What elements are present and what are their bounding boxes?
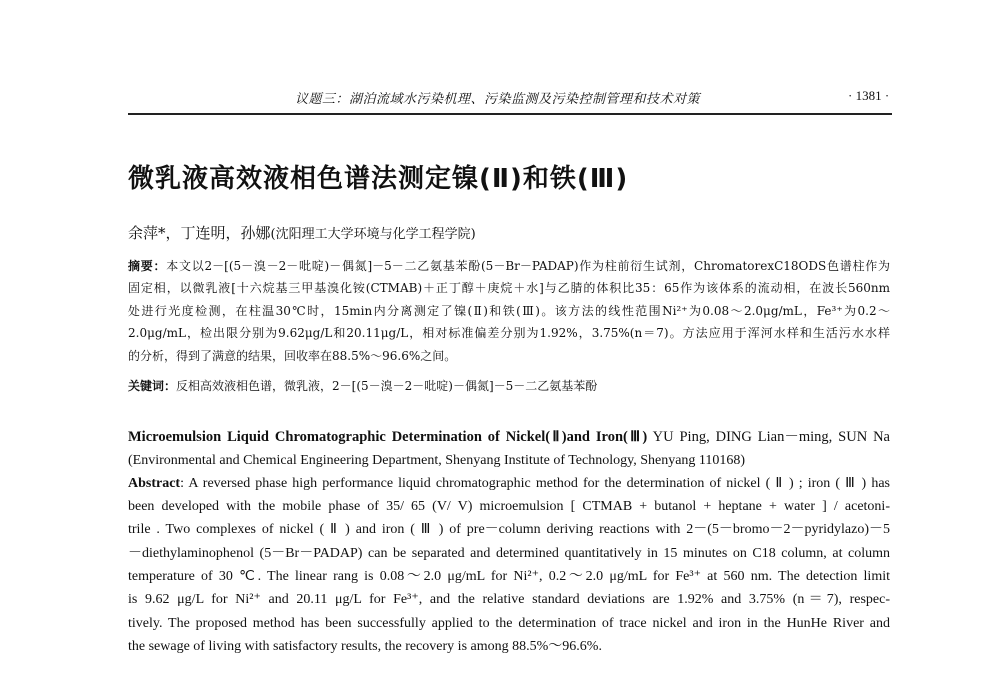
english-abstract-line: tively. The proposed method has been successfully applied to the determination of trace nickel and iron in the HunHe River and: [128, 616, 890, 631]
authors-zh: [128, 222, 476, 243]
author-names: 余萍*，丁连明，孙娜: [128, 224, 271, 242]
abstract-zh-line: 2.0μg/mL，检出限分别为9.62μg/L和20.11μg/L，相对标准偏差分别为1.92%，3.75%(n＝7)。方法应用于浑河水样和生活污水水样: [128, 326, 890, 340]
english-affiliation: (Environmental and Chemical Engineering Department, Shenyang Institute of Technology, Shenyang 110168): [128, 453, 746, 468]
english-abstract-line: Abstract: A reversed phase high performance liquid chromatographic method for the determination of nickel ( Ⅱ ) ; iron ( Ⅲ ) has: [128, 476, 890, 491]
abstract-zh-line: 处进行光度检测，在柱温30℃时，15min内分离测定了镍(Ⅱ)和铁(Ⅲ)。该方法的线性范围Ni²⁺为0.08～2.0μg/mL，Fe³⁺为0.2～: [128, 304, 890, 318]
english-abstract-label: Abstract: [128, 476, 181, 491]
english-title-line: [128, 427, 890, 447]
abstract-zh-line: 固定相，以微乳液[十六烷基三甲基溴化铵(CTMAB)＋正丁醇＋庚烷＋水]与乙腈的体积比35：65作为该体系的流动相，在波长560nm: [128, 281, 890, 295]
keywords-zh: 关键词：反相高效液相色谱，微乳液，2－[(5－溴－2－吡啶)－偶氮]－5－二乙氨基苯酚: [128, 379, 598, 393]
header-rule: [128, 113, 892, 115]
english-abstract-line: the sewage of living with satisfactory results, the recovery is among 88.5%～96.6%.: [128, 639, 602, 654]
english-abstract-line: －diethylaminophenol (5－Br－PADAP) can be separated and determined quantitatively in 15 minutes on C18 column, at column: [128, 546, 890, 561]
page-title: 微乳液高效液相色谱法测定镍(Ⅱ)和铁(Ⅲ): [128, 164, 629, 194]
abstract-zh-label: 摘要：: [128, 259, 167, 273]
english-abstract-line: been developed with the mobile phase of 35/ 65 (V/ V) microemulsion [ CTMAB + butanol + heptane + water ] / acetoni-: [128, 499, 890, 514]
english-abstract-line: trile . Two complexes of nickel ( Ⅱ ) and iron ( Ⅲ ) of pre－column deriving reactions with 2－(5－bromo－2－pyridylazo)－5: [128, 522, 890, 537]
english-authors: YU Ping, DING Lian－ming, SUN Na: [652, 429, 890, 445]
keywords-label: 关键词：: [128, 379, 177, 393]
abstract-zh-line: 摘要：本文以2－[(5－溴－2－吡啶)－偶氮]－5－二乙氨基苯酚(5－Br－PADAP)作为柱前衍生试剂，ChromatorexC18ODS色谱柱作为: [128, 259, 890, 273]
abstract-zh-line: 的分析，得到了满意的结果，回收率在88.5%～96.6%之间。: [128, 349, 457, 363]
english-abstract-line: is 9.62 μg/L for Ni²⁺ and 20.11 μg/L for Fe³⁺, and the relative standard deviations are 1.92% and 3.75% (n＝7), respec-: [128, 592, 890, 607]
author-affiliation: (沈阳理工大学环境与化学工程学院): [270, 227, 476, 242]
running-head: 议题三：湖泊流域水污染机理、污染监测及污染控制管理和技术对策: [295, 92, 701, 107]
english-title: Microemulsion Liquid Chromatographic Determination of Nickel(Ⅱ)and Iron(Ⅲ): [128, 429, 648, 445]
page-number: · 1381 ·: [848, 88, 890, 103]
english-abstract-line: temperature of 30 ℃. The linear rang is 0.08～2.0 μg/mL for Ni²⁺, 0.2～2.0 μg/mL for Fe³⁺ at 560 nm. The detection limit: [128, 569, 890, 584]
